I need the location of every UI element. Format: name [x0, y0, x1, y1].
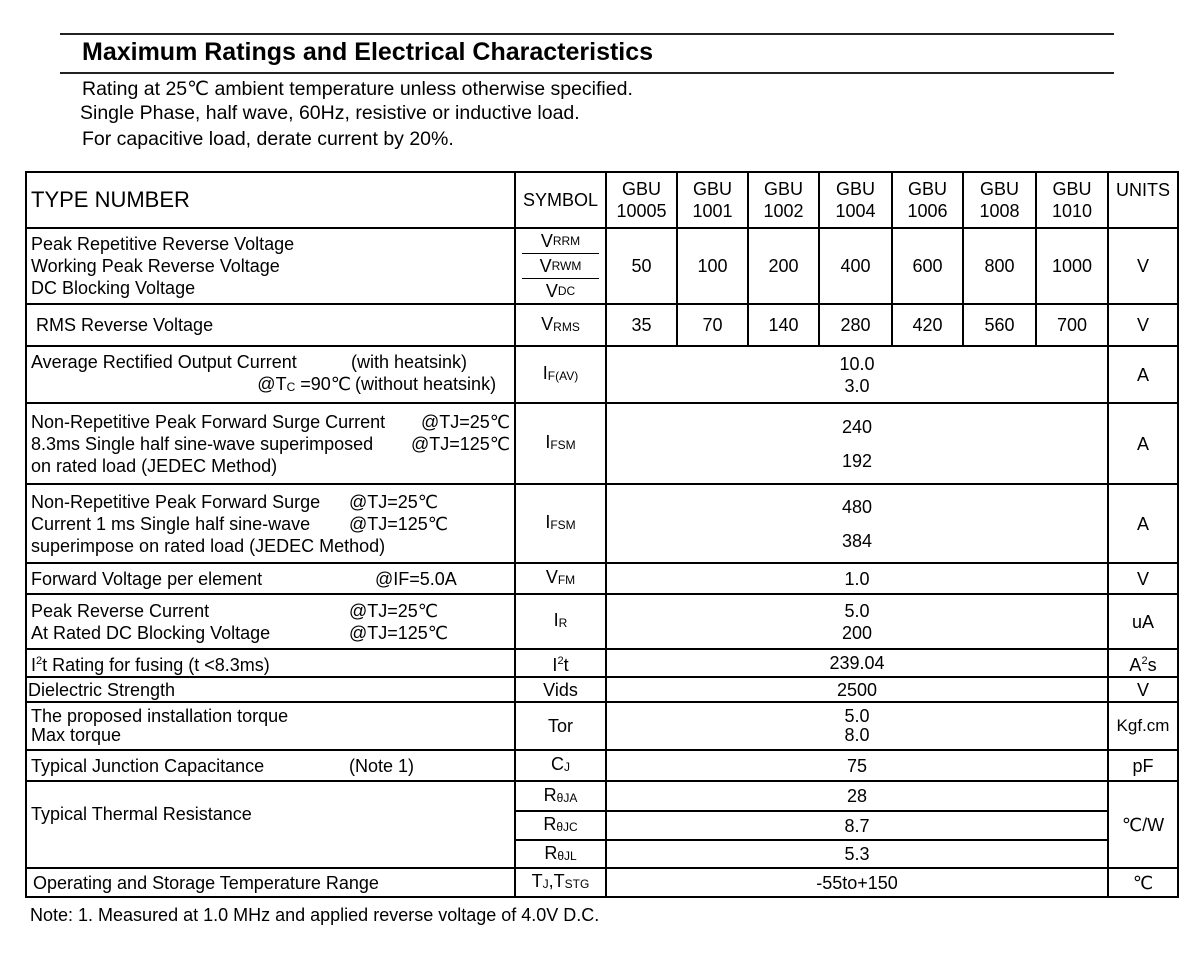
value: 8.0 — [844, 725, 870, 745]
value-cell: 100 — [677, 228, 748, 304]
condition: $@T_C$ =90℃ — [257, 374, 351, 394]
note-ref: (Note 1) — [349, 755, 415, 776]
value-cell: 280 — [819, 304, 892, 346]
parameter-cell — [26, 346, 515, 403]
title-underline — [60, 72, 1114, 74]
value-cell — [606, 702, 1108, 750]
value-cell: 2500 — [606, 677, 1108, 702]
symbol: V RWM — [522, 253, 599, 279]
table-row — [26, 649, 1178, 677]
table-row — [26, 563, 1178, 594]
condition-line-3: For capacitive load, derate current by 20%. — [82, 128, 454, 150]
parameter-cell — [26, 750, 515, 781]
condition-line-2: Single Phase, half wave, 60Hz, resistive or inductive load. — [80, 102, 580, 124]
model-code: 1001 — [692, 201, 733, 221]
parameter-cell: $I^2t$ Rating for fusing (t <8.3ms) — [26, 649, 515, 677]
symbol-cell — [515, 228, 606, 304]
value-cell: 5.3 — [606, 840, 1108, 868]
value-cell — [606, 346, 1108, 403]
table-row — [26, 403, 1178, 484]
parameter-cell — [26, 563, 515, 594]
symbol-cell: $I_{FSM}$ — [515, 403, 606, 484]
parameter-label: Peak Reverse Current — [31, 600, 210, 621]
unit-cell: A — [1108, 403, 1178, 484]
parameter-label: on rated load (JEDEC Method) — [31, 455, 278, 476]
symbol-header: SYMBOL — [515, 172, 606, 228]
symbol: V RRM — [540, 231, 581, 251]
symbol-cell: Tor — [515, 702, 606, 750]
model-header — [748, 172, 819, 228]
model-header — [677, 172, 748, 228]
parameter-label: Average Rectified Output Current — [31, 352, 297, 372]
parameter-label: Dielectric Strength — [26, 677, 515, 702]
symbol-cell: $C_J$ — [515, 750, 606, 781]
table-row — [26, 484, 1178, 563]
symbol-cell: $I_{F(AV)}$ — [515, 346, 606, 403]
parameter-label: DC Blocking Voltage — [31, 278, 196, 298]
table-row — [26, 750, 1178, 781]
value-cell: 140 — [748, 304, 819, 346]
value-cell: -55to+150 — [606, 868, 1108, 897]
value-cell: 420 — [892, 304, 963, 346]
table-row — [26, 781, 1178, 811]
page-title: Maximum Ratings and Electrical Characteristics — [82, 38, 654, 66]
model-prefix: GBU — [621, 179, 661, 199]
value-cell — [606, 403, 1108, 484]
model-prefix: GBU — [835, 179, 875, 199]
value: 5.0 — [844, 600, 870, 621]
unit-cell: V — [1108, 677, 1178, 702]
ratings-table — [25, 171, 1179, 898]
value-cell — [606, 484, 1108, 563]
condition: @TJ=125℃ — [349, 622, 449, 643]
model-prefix: GBU — [692, 179, 732, 199]
model-header — [892, 172, 963, 228]
parameter-label: Working Peak Reverse Voltage — [31, 256, 280, 276]
symbol-cell: $V_{FM}$ — [515, 563, 606, 594]
symbol-cell: $I^2t$ — [515, 649, 606, 677]
value-cell: 800 — [963, 228, 1036, 304]
value-cell: 75 — [606, 750, 1108, 781]
model-header — [1036, 172, 1108, 228]
parameter-label: RMS Reverse Voltage — [26, 304, 515, 346]
unit-cell: ℃/W — [1108, 781, 1178, 868]
value-cell: 700 — [1036, 304, 1108, 346]
table-row — [26, 228, 1178, 304]
parameter-label: 8.3ms Single half sine-wave superimposed — [31, 433, 374, 454]
condition: (without heatsink) — [355, 374, 497, 394]
parameter-cell — [26, 702, 515, 750]
unit-cell: ℃ — [1108, 868, 1178, 897]
symbol: V DC — [545, 281, 576, 301]
parameter-label: Non-Repetitive Peak Forward Surge — [31, 491, 321, 512]
condition: (with heatsink) — [351, 352, 468, 372]
parameter-cell — [26, 594, 515, 649]
parameter-label: Peak Repetitive Reverse Voltage — [31, 234, 295, 254]
value-cell: 239.04 — [606, 649, 1108, 677]
units-header: UNITS — [1108, 172, 1178, 228]
model-code: 1006 — [907, 201, 948, 221]
table-row — [26, 868, 1178, 897]
model-code: 1002 — [763, 201, 804, 221]
unit-cell: V — [1108, 304, 1178, 346]
model-code: 1008 — [979, 201, 1020, 221]
condition-line-1: Rating at 25℃ ambient temperature unless otherwise specified. — [82, 78, 633, 100]
value: 384 — [841, 530, 873, 551]
top-rule — [60, 33, 1114, 35]
value-cell: 35 — [606, 304, 677, 346]
value-cell: 8.7 — [606, 811, 1108, 840]
model-prefix: GBU — [979, 179, 1019, 199]
parameter-label: Forward Voltage per element — [31, 568, 263, 589]
parameter-label: superimpose on rated load (JEDEC Method) — [31, 535, 386, 556]
symbol-cell: $R_{\theta JL}$ — [515, 840, 606, 868]
unit-cell: V — [1108, 563, 1178, 594]
value: 480 — [841, 496, 873, 517]
parameter-cell — [26, 484, 515, 563]
parameter-label: At Rated DC Blocking Voltage — [31, 622, 271, 643]
model-prefix: GBU — [1052, 179, 1092, 199]
model-code: 10005 — [616, 201, 667, 221]
symbol-cell: $I_R$ — [515, 594, 606, 649]
condition: @TJ=125℃ — [349, 513, 449, 534]
condition: @TJ=25℃ — [420, 411, 510, 432]
value: 3.0 — [844, 375, 870, 396]
value: 240 — [841, 416, 873, 437]
unit-cell: A — [1108, 484, 1178, 563]
condition: @TJ=125℃ — [410, 433, 510, 454]
value-cell — [606, 594, 1108, 649]
model-prefix: GBU — [763, 179, 803, 199]
value-cell: 600 — [892, 228, 963, 304]
parameter-cell — [26, 228, 515, 304]
unit-cell: pF — [1108, 750, 1178, 781]
value-cell: 1.0 — [606, 563, 1108, 594]
unit-cell: V — [1108, 228, 1178, 304]
value-cell: 1000 — [1036, 228, 1108, 304]
value: 5.0 — [844, 706, 870, 726]
value-cell: 28 — [606, 781, 1108, 811]
table-row — [26, 304, 1178, 346]
table-row — [26, 346, 1178, 403]
condition: @IF=5.0A — [375, 568, 457, 589]
symbol-cell: $R_{\theta JA}$ — [515, 781, 606, 811]
value: 10.0 — [839, 353, 875, 374]
value-cell: 560 — [963, 304, 1036, 346]
table-row — [26, 677, 1178, 702]
type-number-header: TYPE NUMBER — [26, 172, 515, 228]
header-row — [26, 172, 1178, 228]
value: 200 — [841, 622, 873, 643]
value-cell: 70 — [677, 304, 748, 346]
value: 192 — [841, 450, 873, 471]
value-cell: 200 — [748, 228, 819, 304]
footnote: Note: 1. Measured at 1.0 MHz and applied reverse voltage of 4.0V D.C. — [30, 905, 600, 925]
symbol-cell: $T_J,T_{STG}$ — [515, 868, 606, 897]
model-prefix: GBU — [907, 179, 947, 199]
table-row — [26, 702, 1178, 750]
parameter-label: Current 1 ms Single half sine-wave — [31, 513, 311, 534]
unit-cell: Kgf.cm — [1108, 702, 1178, 750]
table-row — [26, 594, 1178, 649]
parameter-label: Max torque — [31, 725, 122, 745]
model-header — [819, 172, 892, 228]
condition: @TJ=25℃ — [349, 491, 439, 512]
parameter-cell — [26, 403, 515, 484]
value-cell: 400 — [819, 228, 892, 304]
model-header — [606, 172, 677, 228]
symbol-cell: $I_{FSM}$ — [515, 484, 606, 563]
model-code: 1010 — [1051, 201, 1093, 221]
value-cell: 50 — [606, 228, 677, 304]
unit-cell: uA — [1108, 594, 1178, 649]
parameter-label: Operating and Storage Temperature Range — [26, 868, 515, 897]
parameter-label: Non-Repetitive Peak Forward Surge Current — [31, 411, 386, 432]
model-header — [963, 172, 1036, 228]
symbol-cell: Vids — [515, 677, 606, 702]
symbol-cell: $R_{\theta JC}$ — [515, 811, 606, 840]
parameter-label: Typical Junction Capacitance — [31, 755, 265, 776]
symbol-cell: $V_{RMS}$ — [515, 304, 606, 346]
parameter-label: Typical Thermal Resistance — [26, 781, 515, 868]
condition: @TJ=25℃ — [349, 600, 439, 621]
unit-cell: A — [1108, 346, 1178, 403]
model-code: 1004 — [835, 201, 876, 221]
parameter-label: The proposed installation torque — [31, 706, 289, 726]
unit-cell: $A^2s$ — [1108, 649, 1178, 677]
